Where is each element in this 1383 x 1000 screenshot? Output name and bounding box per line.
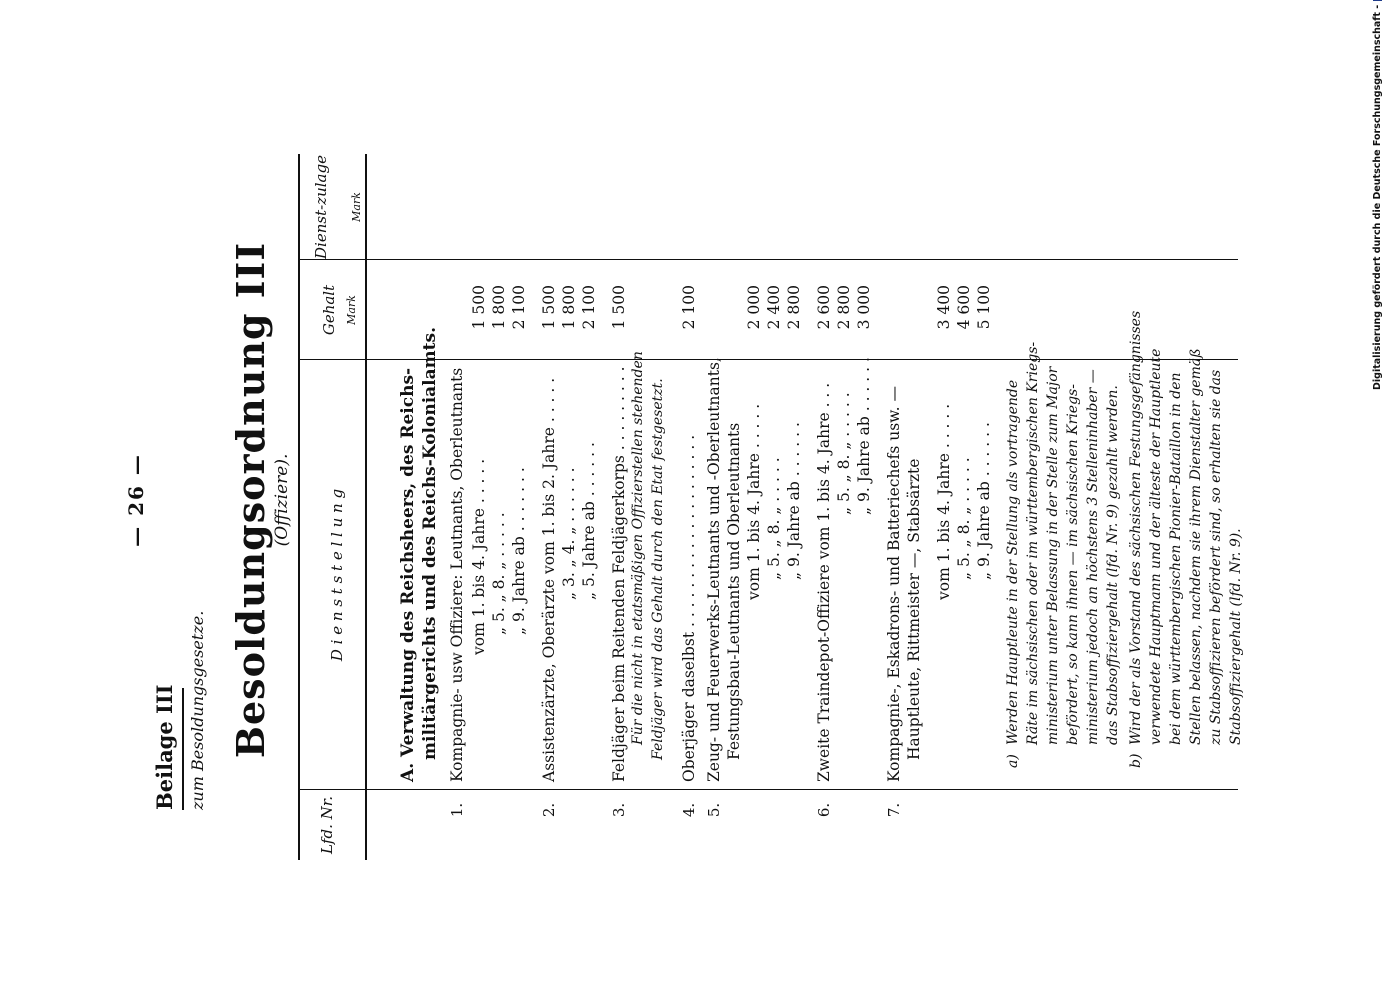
row-description: Zeug- und Feuerwerks-Leutnants und -Oberleutnants, — [705, 357, 723, 782]
row-amount: 5 100 — [975, 285, 993, 330]
col-header-dienstzulage: Dienst-zulage — [312, 155, 330, 259]
row-description: Festungsbau-Leutnants und Oberleutnants — [725, 422, 743, 760]
row-sub-line: „ 5. Jahre ab . . . . . . — [580, 442, 598, 600]
digitization-stamp — [1372, 4, 1383, 1000]
col-header-gehalt: Gehalt — [320, 284, 338, 336]
row-description: Kompagnie-, Eskadrons- und Batteriechefs usw. — — [885, 386, 903, 782]
row-amount: 2 100 — [510, 285, 528, 330]
footnote-line: bei dem württembergischen Pionier-Bataillon in den — [1168, 372, 1184, 745]
row-number: 4. — [680, 802, 698, 818]
row-description: Feldjäger beim Reitenden Feldjägerkorps . . . . . . . . . — [610, 366, 628, 782]
row-sub-line: „ 5. „ 8. „ . . . . . — [835, 392, 853, 515]
section-title-line2: militärgerichts und des Reichs-Kolonialamts. — [420, 327, 440, 760]
beilage-subtitle: zum Besoldungsgesetze. — [188, 610, 207, 810]
col-header-dienstzulage-unit: Mark — [350, 192, 363, 222]
row-amount: 2 800 — [835, 285, 853, 330]
col-rule-nr — [298, 789, 1238, 790]
row-sub-line: „ 5. „ 8. „ . . . . . — [955, 457, 973, 580]
row-sub-line: „ 9. Jahre ab . . . . . . . — [510, 467, 528, 635]
col-header-dienststellung: D i e n s t s t e l l u n g — [328, 488, 346, 662]
row-number: 6. — [815, 802, 833, 818]
row-amount: 2 800 — [785, 285, 803, 330]
row-description: Zweite Traindepot-Offiziere vom 1. bis 4. Jahre . . . — [815, 382, 833, 782]
row-amount: 2 100 — [680, 285, 698, 330]
row-number: 1. — [448, 802, 466, 818]
row-amount: 1 800 — [490, 285, 508, 330]
row-sub-line: vom 1. bis 4. Jahre . . . . . — [745, 403, 763, 600]
footnote-line: Räte im sächsischen oder im württembergischen Kriegs- — [1025, 341, 1041, 745]
footnote-line: das Stabsoffiziergehalt (lfd. Nr. 9) gezahlt werden. — [1105, 385, 1121, 745]
col-header-gehalt-unit: Mark — [345, 295, 358, 325]
footnote-line: verwendete Hauptmann und der älteste der Hauptleute — [1148, 348, 1164, 745]
footnote-line: Wird der als Vorstand des sächsischen Festungsgefängnisses — [1128, 310, 1144, 745]
footnote-label: b) — [1128, 753, 1144, 768]
row-sub-line: „ 3. „ 4. „ . . . . . . — [560, 467, 578, 600]
page-number: — 26 — — [124, 453, 148, 547]
row-sub-line: „ 9. Jahre ab . . . . . . — [855, 357, 873, 515]
row-description: Oberjäger daselbst . . . . . . . . . . . . . . . . . . . . — [680, 434, 698, 782]
row-amount: 4 600 — [955, 285, 973, 330]
footnote-line: Stellen belassen, nachdem sie ihrem Dienstalter gemäß — [1188, 348, 1204, 745]
section-title-line1: A. Verwaltung des Reichsheers, des Reichs- — [398, 367, 418, 782]
row-note: Feldjäger wird das Gehalt durch den Etat festgesetzt. — [650, 378, 666, 760]
row-description: Kompagnie- usw Offiziere: Leutnants, Oberleutnants — [448, 367, 466, 782]
row-amount: 2 400 — [765, 285, 783, 330]
row-number: 2. — [540, 802, 558, 818]
row-number: 3. — [610, 802, 628, 818]
row-sub-line: „ 9. Jahre ab . . . . . . — [975, 422, 993, 580]
footnote-line: Werden Hauptleute in der Stellung als vortragende — [1005, 379, 1021, 745]
col-header-lfd-nr: Lfd. Nr. — [318, 795, 336, 855]
row-amount: 3 400 — [935, 285, 953, 330]
row-description: Hauptleute, Rittmeister —, Stabsärzte — [905, 458, 923, 760]
row-number: 5. — [705, 802, 723, 818]
col-rule-zulage — [298, 259, 1238, 260]
footnote-line: ministerium unter Belassung in der Stelle zum Major — [1045, 366, 1061, 745]
row-sub-line: „ 5. „ 8. „ . . . . . — [490, 512, 508, 635]
row-amount: 2 600 — [815, 285, 833, 330]
row-amount: 1 500 — [470, 285, 488, 330]
row-amount: 2 000 — [745, 285, 763, 330]
stamp-text: Digitalisierung gefördert durch die Deutsche Forschungsgemeinschaft - — [1372, 4, 1383, 390]
footnote-line: Stabsoffiziergehalt (lfd. Nr. 9). — [1228, 528, 1244, 745]
footnote-line: ministerium jedoch an höchstens 3 Stelleninhaber — — [1085, 369, 1101, 745]
row-note: Für die nicht in etatsmäßigen Offizierstellen stehenden — [630, 351, 646, 745]
row-amount: 2 100 — [580, 285, 598, 330]
row-sub-line: vom 1. bis 4. Jahre . . . . . — [470, 458, 488, 655]
row-amount: 1 500 — [610, 285, 628, 330]
row-description: Assistenzärzte, Oberärzte vom 1. bis 2. Jahre . . . . . — [540, 377, 558, 782]
beilage-underline — [182, 688, 184, 810]
footnote-line: zu Stabsoffizieren befördert sind, so erhalten sie das — [1208, 369, 1224, 745]
row-amount: 1 500 — [540, 285, 558, 330]
document-subtitle: (Offiziere). — [272, 453, 292, 547]
row-amount: 1 800 — [560, 285, 578, 330]
row-sub-line: „ 9. Jahre ab . . . . . . — [785, 422, 803, 580]
dfg-badge — [1373, 0, 1382, 1]
footnote-label: a) — [1005, 754, 1021, 768]
row-number: 7. — [885, 802, 903, 818]
document-title: Besoldungsordnung III — [228, 241, 273, 759]
beilage-title: Beilage III — [152, 684, 177, 810]
row-sub-line: vom 1. bis 4. Jahre . . . . . — [935, 403, 953, 600]
row-amount: 3 000 — [855, 285, 873, 330]
footnote-line: befördert, so kann ihnen — im sächsischen Kriegs- — [1065, 384, 1081, 745]
row-sub-line: „ 5. „ 8. „ . . . . . — [765, 457, 783, 580]
